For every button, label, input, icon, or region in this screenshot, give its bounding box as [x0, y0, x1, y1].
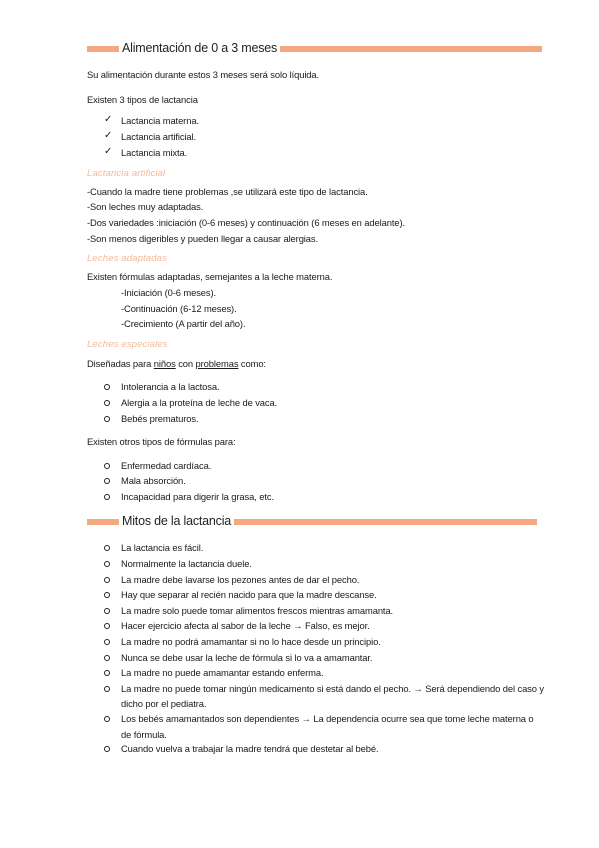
indented-line: -Iniciación (0-6 meses).: [121, 287, 217, 298]
especiales-intro: Diseñadas para niños con problemas como:: [87, 358, 266, 369]
circle-bullet-icon: [104, 384, 110, 390]
list-item: Enfermedad cardíaca.: [121, 460, 212, 471]
circle-bullet-icon: [104, 639, 110, 645]
check-icon: ✓: [104, 146, 113, 157]
others-intro: Existen otros tipos de fórmulas para:: [87, 436, 236, 447]
title-accent-bar-right: [280, 46, 542, 52]
list-item: La madre no puede amamantar estando enferma.: [121, 667, 324, 678]
circle-bullet-icon: [104, 592, 110, 598]
circle-bullet-icon: [104, 416, 110, 422]
circle-bullet-icon: [104, 400, 110, 406]
list-item: Los bebés amamantados son dependientes → La dependencia ocurre sea que tome leche materna o: [121, 713, 534, 724]
section-title-text: Alimentación de 0 a 3 meses: [122, 41, 278, 55]
circle-bullet-icon: [104, 478, 110, 484]
circle-bullet-icon: [104, 561, 110, 567]
check-icon: ✓: [104, 130, 113, 141]
list-item: Lactancia artificial.: [121, 131, 197, 142]
paragraph-line: -Cuando la madre tiene problemas ,se utilizará este tipo de lactancia.: [87, 186, 368, 197]
paragraph-line: Existen fórmulas adaptadas, semejantes a la leche materna.: [87, 271, 333, 282]
underlined-word: problemas: [195, 358, 239, 369]
title-accent-bar-left: [87, 519, 119, 525]
list-item: La madre no podrá amamantar si no lo hace desde un principio.: [121, 636, 381, 647]
circle-bullet-icon: [104, 545, 110, 551]
list-item: Hay que separar al recién nacido para que la madre descanse.: [121, 589, 377, 600]
subheading-leches-especiales: Leches especiales: [87, 339, 168, 350]
list-item: Bebés prematuros.: [121, 413, 199, 424]
indented-line: -Crecimiento (A partir del año).: [121, 318, 246, 329]
section-title-alimentacion: [87, 41, 542, 56]
paragraph-line: -Son menos digeribles y pueden llegar a causar alergias.: [87, 233, 318, 244]
indented-line: -Continuación (6-12 meses).: [121, 303, 237, 314]
list-item-continuation: dicho por el pediatra.: [121, 698, 207, 709]
list-item: Lactancia materna.: [121, 115, 199, 126]
paragraph-line: -Son leches muy adaptadas.: [87, 201, 204, 212]
title-accent-bar-left: [87, 46, 119, 52]
list-item: Alergia a la proteína de leche de vaca.: [121, 397, 278, 408]
subheading-leches-adaptadas: Leches adaptadas: [87, 253, 168, 264]
underlined-word: niños: [153, 358, 176, 369]
section-title-text: Mitos de la lactancia: [122, 514, 232, 528]
list-item: Normalmente la lactancia duele.: [121, 558, 252, 569]
types-intro-text: Existen 3 tipos de lactancia: [87, 94, 198, 105]
list-item-continuation: de fórmula.: [121, 729, 167, 740]
list-item: Incapacidad para digerir la grasa, etc.: [121, 491, 274, 502]
list-item: Mala absorción.: [121, 475, 186, 486]
circle-bullet-icon: [104, 494, 110, 500]
list-item: Lactancia mixta.: [121, 147, 188, 158]
circle-bullet-icon: [104, 746, 110, 752]
list-item: La madre solo puede tomar alimentos frescos mientras amamanta.: [121, 605, 394, 616]
circle-bullet-icon: [104, 608, 110, 614]
list-item: Intolerancia a la lactosa.: [121, 381, 220, 392]
subheading-lactancia-artificial: Lactancia artificial: [87, 168, 166, 179]
circle-bullet-icon: [104, 577, 110, 583]
list-item: Nunca se debe usar la leche de fórmula si lo va a amamantar.: [121, 652, 373, 663]
circle-bullet-icon: [104, 670, 110, 676]
list-item: La lactancia es fácil.: [121, 542, 204, 553]
circle-bullet-icon: [104, 686, 110, 692]
paragraph-line: -Dos variedades :iniciación (0-6 meses) y continuación (6 meses en adelante).: [87, 217, 405, 228]
list-item: Hacer ejercicio afecta al sabor de la leche → Falso, es mejor.: [121, 620, 370, 631]
circle-bullet-icon: [104, 655, 110, 661]
circle-bullet-icon: [104, 623, 110, 629]
circle-bullet-icon: [104, 716, 110, 722]
circle-bullet-icon: [104, 463, 110, 469]
list-item: La madre no puede tomar ningún medicamento si está dando el pecho. → Será dependiendo del caso y: [121, 683, 544, 694]
list-item: La madre debe lavarse los pezones antes de dar el pecho.: [121, 574, 360, 585]
title-accent-bar-right: [234, 519, 537, 525]
section-title-mitos: [87, 514, 537, 529]
intro-text: Su alimentación durante estos 3 meses será solo líquida.: [87, 69, 320, 80]
check-icon: ✓: [104, 114, 113, 125]
list-item: Cuando vuelva a trabajar la madre tendrá que destetar al bebé.: [121, 743, 379, 754]
